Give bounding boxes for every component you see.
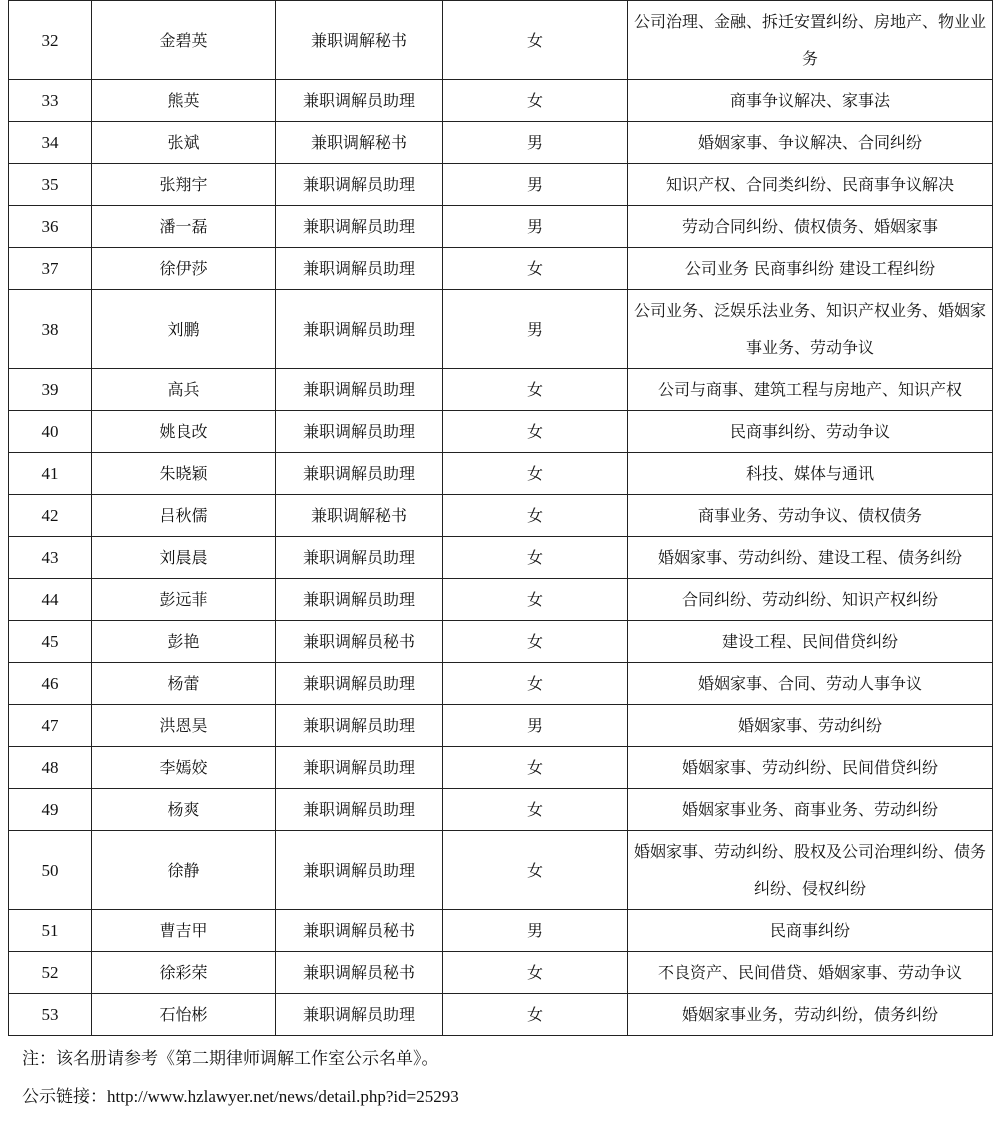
table-row	[9, 1, 993, 80]
cell-role: 兼职调解员助理	[276, 705, 443, 747]
cell-number: 39	[9, 369, 92, 411]
table-row	[9, 663, 993, 705]
cell-gender: 女	[443, 411, 628, 453]
table-row	[9, 952, 993, 994]
cell-number: 33	[9, 80, 92, 122]
cell-role: 兼职调解员助理	[276, 537, 443, 579]
cell-role: 兼职调解员秘书	[276, 952, 443, 994]
cell-practice-area: 劳动合同纠纷、债权债务、婚姻家事	[628, 206, 993, 248]
cell-gender: 男	[443, 122, 628, 164]
table-row	[9, 122, 993, 164]
cell-role: 兼职调解员助理	[276, 248, 443, 290]
cell-gender: 男	[443, 206, 628, 248]
cell-name: 朱晓颖	[92, 453, 276, 495]
table-row	[9, 164, 993, 206]
cell-name: 杨蕾	[92, 663, 276, 705]
cell-role: 兼职调解员助理	[276, 206, 443, 248]
cell-number: 42	[9, 495, 92, 537]
cell-practice-area: 婚姻家事、劳动纠纷	[628, 705, 993, 747]
cell-role: 兼职调解员助理	[276, 663, 443, 705]
table-row	[9, 248, 993, 290]
cell-gender: 男	[443, 164, 628, 206]
cell-practice-area: 科技、媒体与通讯	[628, 453, 993, 495]
cell-gender: 女	[443, 579, 628, 621]
cell-name: 徐伊莎	[92, 248, 276, 290]
table-row	[9, 621, 993, 663]
cell-role: 兼职调解秘书	[276, 495, 443, 537]
cell-name: 彭远菲	[92, 579, 276, 621]
table-row	[9, 495, 993, 537]
cell-role: 兼职调解员助理	[276, 789, 443, 831]
cell-gender: 女	[443, 248, 628, 290]
cell-role: 兼职调解员助理	[276, 369, 443, 411]
cell-role: 兼职调解员助理	[276, 453, 443, 495]
cell-number: 43	[9, 537, 92, 579]
cell-name: 刘鹏	[92, 290, 276, 369]
cell-practice-area: 公司业务 民商事纠纷 建设工程纠纷	[628, 248, 993, 290]
cell-practice-area: 婚姻家事业务，劳动纠纷，债务纠纷	[628, 994, 993, 1036]
cell-name: 张斌	[92, 122, 276, 164]
cell-role: 兼职调解员助理	[276, 579, 443, 621]
cell-gender: 男	[443, 290, 628, 369]
table-row	[9, 789, 993, 831]
cell-practice-area: 婚姻家事、争议解决、合同纠纷	[628, 122, 993, 164]
table-row	[9, 831, 993, 910]
table-row	[9, 290, 993, 369]
cell-name: 曹吉甲	[92, 910, 276, 952]
cell-practice-area: 婚姻家事业务、商事业务、劳动纠纷	[628, 789, 993, 831]
cell-practice-area: 公司与商事、建筑工程与房地产、知识产权	[628, 369, 993, 411]
cell-gender: 女	[443, 537, 628, 579]
cell-gender: 女	[443, 621, 628, 663]
cell-number: 47	[9, 705, 92, 747]
cell-gender: 女	[443, 80, 628, 122]
cell-gender: 女	[443, 952, 628, 994]
table-row	[9, 705, 993, 747]
cell-practice-area: 婚姻家事、合同、劳动人事争议	[628, 663, 993, 705]
table-row	[9, 80, 993, 122]
cell-name: 徐静	[92, 831, 276, 910]
cell-number: 45	[9, 621, 92, 663]
cell-number: 37	[9, 248, 92, 290]
cell-gender: 女	[443, 1, 628, 80]
cell-number: 53	[9, 994, 92, 1036]
cell-gender: 女	[443, 789, 628, 831]
cell-number: 50	[9, 831, 92, 910]
table-row	[9, 579, 993, 621]
cell-role: 兼职调解秘书	[276, 1, 443, 80]
cell-number: 46	[9, 663, 92, 705]
cell-name: 彭艳	[92, 621, 276, 663]
roster-body	[9, 1, 993, 1036]
cell-role: 兼职调解员秘书	[276, 910, 443, 952]
table-row	[9, 369, 993, 411]
cell-practice-area: 婚姻家事、劳动纠纷、建设工程、债务纠纷	[628, 537, 993, 579]
table-row	[9, 747, 993, 789]
cell-number: 48	[9, 747, 92, 789]
cell-number: 51	[9, 910, 92, 952]
cell-role: 兼职调解秘书	[276, 122, 443, 164]
cell-gender: 女	[443, 994, 628, 1036]
cell-role: 兼职调解员助理	[276, 80, 443, 122]
cell-practice-area: 公司治理、金融、拆迁安置纠纷、房地产、物业业务	[628, 1, 993, 80]
table-row	[9, 994, 993, 1036]
cell-practice-area: 商事业务、劳动争议、债权债务	[628, 495, 993, 537]
cell-gender: 女	[443, 453, 628, 495]
cell-number: 34	[9, 122, 92, 164]
cell-gender: 女	[443, 831, 628, 910]
cell-number: 40	[9, 411, 92, 453]
mediator-roster-table	[8, 0, 993, 1036]
cell-gender: 女	[443, 369, 628, 411]
cell-gender: 男	[443, 705, 628, 747]
cell-role: 兼职调解员秘书	[276, 621, 443, 663]
cell-number: 44	[9, 579, 92, 621]
cell-number: 32	[9, 1, 92, 80]
cell-name: 金碧英	[92, 1, 276, 80]
cell-name: 张翔宇	[92, 164, 276, 206]
cell-number: 36	[9, 206, 92, 248]
cell-number: 41	[9, 453, 92, 495]
cell-practice-area: 合同纠纷、劳动纠纷、知识产权纠纷	[628, 579, 993, 621]
cell-name: 杨爽	[92, 789, 276, 831]
cell-practice-area: 建设工程、民间借贷纠纷	[628, 621, 993, 663]
table-row	[9, 411, 993, 453]
cell-name: 徐彩荣	[92, 952, 276, 994]
cell-practice-area: 婚姻家事、劳动纠纷、民间借贷纠纷	[628, 747, 993, 789]
cell-gender: 女	[443, 495, 628, 537]
cell-role: 兼职调解员助理	[276, 831, 443, 910]
cell-number: 38	[9, 290, 92, 369]
cell-number: 52	[9, 952, 92, 994]
cell-role: 兼职调解员助理	[276, 411, 443, 453]
cell-practice-area: 知识产权、合同类纠纷、民商事争议解决	[628, 164, 993, 206]
table-row	[9, 910, 993, 952]
cell-role: 兼职调解员助理	[276, 164, 443, 206]
cell-name: 姚良改	[92, 411, 276, 453]
cell-name: 潘一磊	[92, 206, 276, 248]
cell-name: 熊英	[92, 80, 276, 122]
cell-name: 石怡彬	[92, 994, 276, 1036]
cell-practice-area: 公司业务、泛娱乐法业务、知识产权业务、婚姻家事业务、劳动争议	[628, 290, 993, 369]
cell-practice-area: 民商事纠纷	[628, 910, 993, 952]
cell-practice-area: 商事争议解决、家事法	[628, 80, 993, 122]
cell-name: 刘晨晨	[92, 537, 276, 579]
cell-number: 35	[9, 164, 92, 206]
cell-role: 兼职调解员助理	[276, 994, 443, 1036]
cell-practice-area: 不良资产、民间借贷、婚姻家事、劳动争议	[628, 952, 993, 994]
cell-name: 高兵	[92, 369, 276, 411]
cell-name: 李嫣姣	[92, 747, 276, 789]
table-row	[9, 206, 993, 248]
footer-note: 注：该名册请参考《第二期律师调解工作室公示名单》。	[22, 1049, 439, 1068]
cell-gender: 女	[443, 663, 628, 705]
footer-link: 公示链接：http://www.hzlawyer.net/news/detail.php?id=25293	[22, 1087, 459, 1106]
cell-role: 兼职调解员助理	[276, 290, 443, 369]
cell-practice-area: 婚姻家事、劳动纠纷、股权及公司治理纠纷、债务纠纷、侵权纠纷	[628, 831, 993, 910]
cell-gender: 女	[443, 747, 628, 789]
table-row	[9, 453, 993, 495]
cell-number: 49	[9, 789, 92, 831]
cell-practice-area: 民商事纠纷、劳动争议	[628, 411, 993, 453]
cell-gender: 男	[443, 910, 628, 952]
cell-role: 兼职调解员助理	[276, 747, 443, 789]
cell-name: 吕秋儒	[92, 495, 276, 537]
table-row	[9, 537, 993, 579]
cell-name: 洪恩昊	[92, 705, 276, 747]
